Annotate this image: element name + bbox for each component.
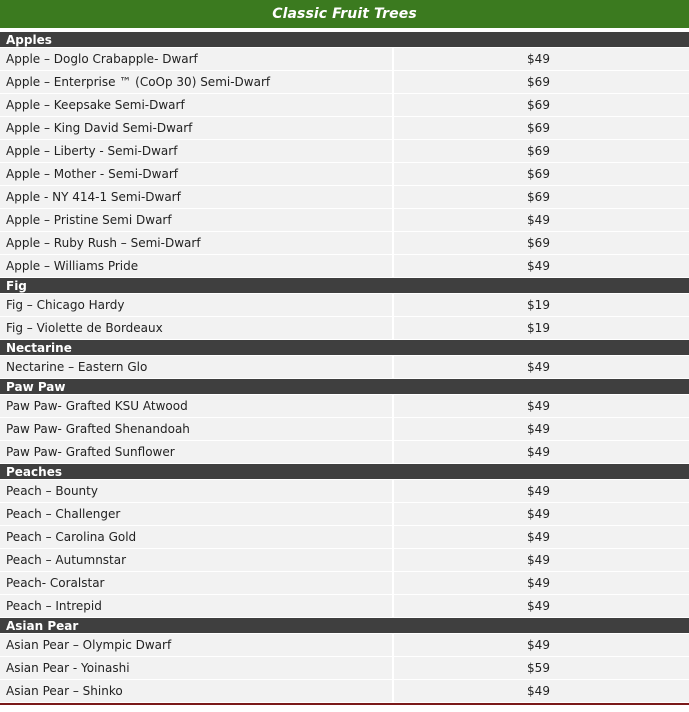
product-name: Peach – Intrepid [0,595,394,617]
table-row [0,634,689,657]
table-row [0,140,689,163]
table-row [0,595,689,618]
product-name: Fig – Chicago Hardy [0,294,394,316]
section-header-asian-pear: Asian Pear [0,618,689,634]
product-price: $49 [527,530,550,544]
section-header-paw-paw: Paw Paw [0,379,689,395]
product-price: $69 [527,98,550,112]
product-name: Fig – Violette de Bordeaux [0,317,394,339]
product-name: Peach – Bounty [0,480,394,502]
product-name: Apple – Ruby Rush – Semi-Dwarf [0,232,394,254]
product-price: $19 [527,298,550,312]
table-row [0,317,689,340]
product-price: $49 [527,576,550,590]
product-price: $49 [527,399,550,413]
product-name: Nectarine – Eastern Glo [0,356,394,378]
section-header-apples: Apples [0,32,689,48]
table-row [0,680,689,703]
product-price: $49 [527,259,550,273]
product-name: Peach- Coralstar [0,572,394,594]
product-price: $49 [527,52,550,66]
product-name: Paw Paw- Grafted Shenandoah [0,418,394,440]
product-name: Apple – Williams Pride [0,255,394,277]
table-row [0,232,689,255]
section-header-fig: Fig [0,278,689,294]
table-row [0,117,689,140]
table-row [0,549,689,572]
table-row [0,163,689,186]
table-row [0,356,689,379]
product-name: Apple – Keepsake Semi-Dwarf [0,94,394,116]
product-name: Apple – Mother - Semi-Dwarf [0,163,394,185]
product-price: $49 [527,360,550,374]
product-name: Peach – Challenger [0,503,394,525]
product-price: $49 [527,553,550,567]
table-row [0,657,689,680]
sections-container [0,32,689,703]
product-price: $69 [527,75,550,89]
table-row [0,255,689,278]
product-name: Apple - NY 414-1 Semi-Dwarf [0,186,394,208]
section-header-peaches: Peaches [0,464,689,480]
product-price: $49 [527,599,550,613]
table-row [0,294,689,317]
table-row [0,71,689,94]
product-name: Asian Pear – Olympic Dwarf [0,634,394,656]
table-row [0,48,689,71]
table-row [0,94,689,117]
product-name: Apple – Pristine Semi Dwarf [0,209,394,231]
product-name: Paw Paw- Grafted KSU Atwood [0,395,394,417]
product-price: $49 [527,422,550,436]
product-price: $69 [527,236,550,250]
product-price: $19 [527,321,550,335]
product-name: Apple – King David Semi-Dwarf [0,117,394,139]
bottom-rule [0,703,689,705]
product-price: $49 [527,445,550,459]
table-row [0,503,689,526]
product-price: $69 [527,190,550,204]
table-row [0,186,689,209]
table-title: Classic Fruit Trees [0,0,689,28]
product-price: $49 [527,213,550,227]
table-row [0,209,689,232]
table-row [0,441,689,464]
product-name: Peach – Autumnstar [0,549,394,571]
table-row [0,395,689,418]
product-price: $69 [527,144,550,158]
product-name: Paw Paw- Grafted Sunflower [0,441,394,463]
table-row [0,526,689,549]
product-name: Apple – Enterprise ™ (CoOp 30) Semi-Dwarf [0,71,394,93]
product-price: $69 [527,167,550,181]
product-price: $49 [527,684,550,698]
product-name: Peach – Carolina Gold [0,526,394,548]
product-price: $49 [527,638,550,652]
table-row [0,572,689,595]
section-header-nectarine: Nectarine [0,340,689,356]
product-price: $49 [527,484,550,498]
table-row [0,418,689,441]
product-name: Asian Pear - Yoinashi [0,657,394,679]
product-name: Apple – Doglo Crabapple- Dwarf [0,48,394,70]
product-price: $49 [527,507,550,521]
product-price: $69 [527,121,550,135]
product-name: Asian Pear – Shinko [0,680,394,702]
product-name: Apple – Liberty - Semi-Dwarf [0,140,394,162]
product-price: $59 [527,661,550,675]
table-row [0,480,689,503]
